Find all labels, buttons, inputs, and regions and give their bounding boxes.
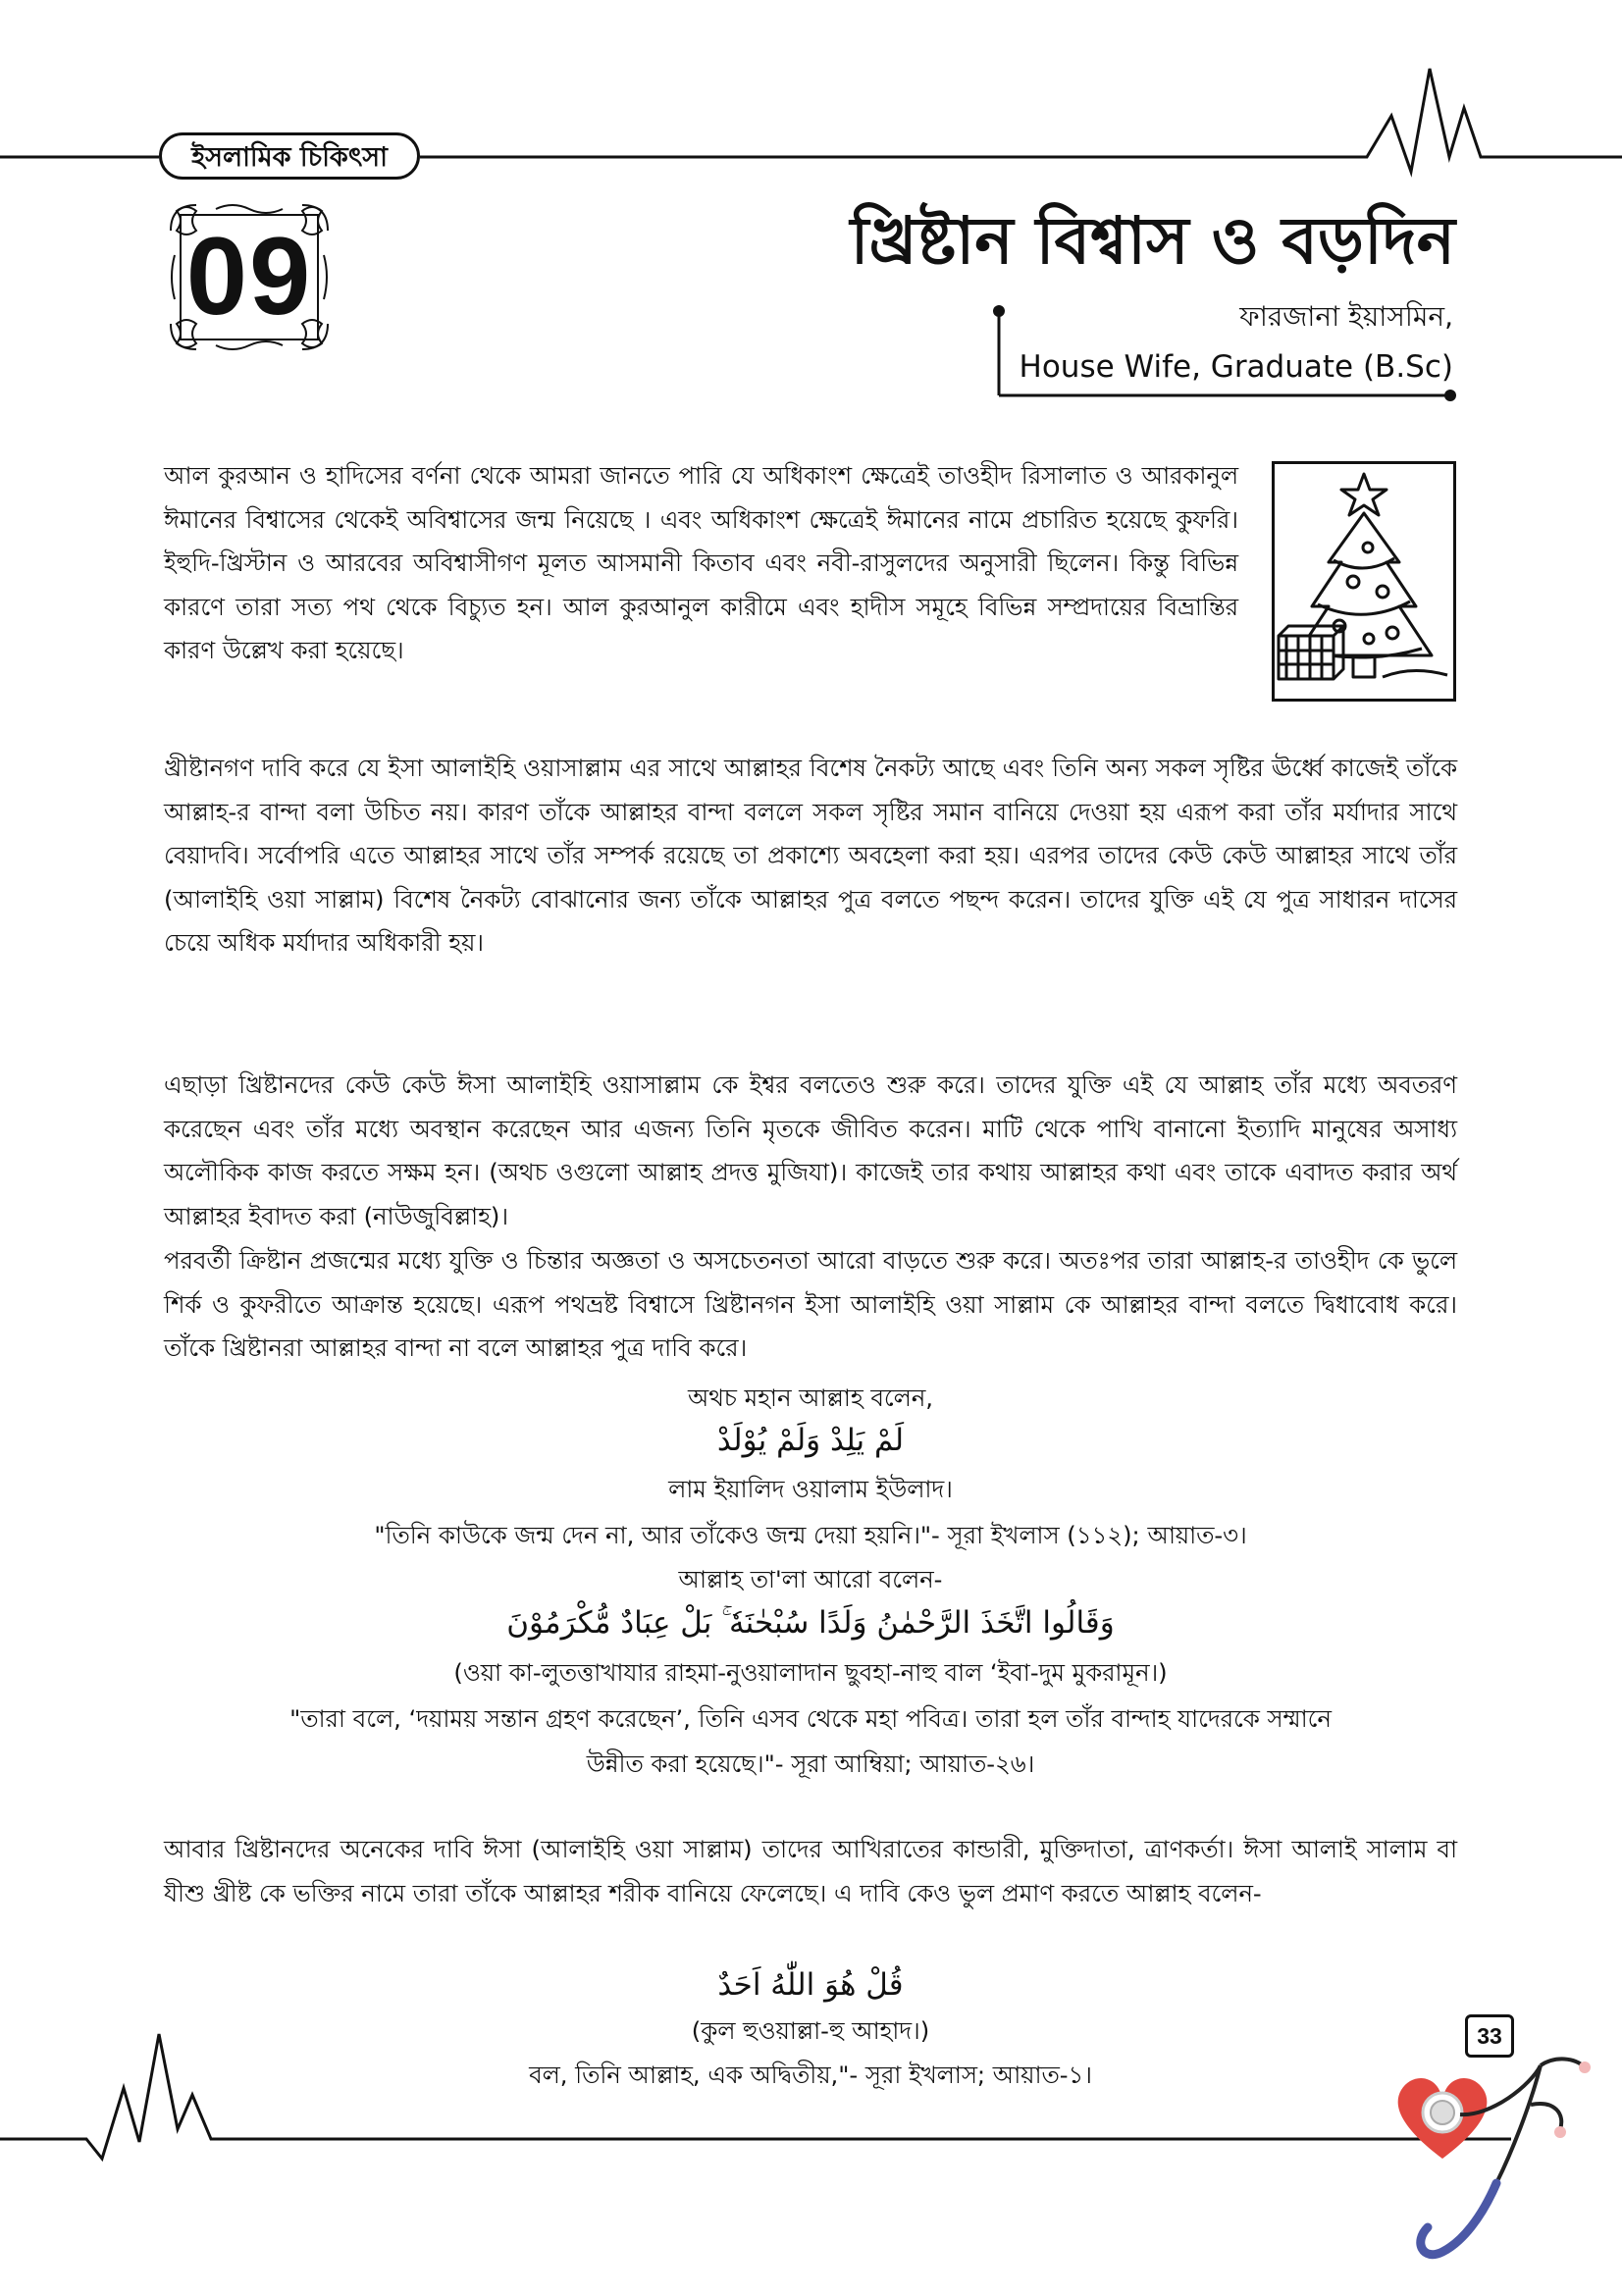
article-title: খ্রিষ্টান বিশ্বাস ও বড়দিন — [850, 203, 1455, 279]
arabic-verse-3: قُلْ هُوَ اللّٰهُ اَحَدٌ — [717, 1967, 904, 2003]
arabic-verse-2: وَقَالُوا اتَّخَذَ الرَّحْمٰنُ وَلَدًا سُبْحٰنَهٗ ۚ بَلْ عِبَادٌ مُّكْرَمُوْنَ — [506, 1605, 1115, 1641]
paragraph-1: আল কুরআন ও হাদিসের বর্ণনা থেকে আমরা জানতে পারি যে অধিকাংশ ক্ষেত্রেই তাওহীদ রিসালাত ও আরকানুল ঈমানের বিশ্বাসের থেকেই অবিশ্বাসের জন্ম নিয়েছে । এবং অধিকাংশ ক্ষেত্রেই ঈমানের নামে প্রচারিত হয়েছে কুফরি।ইহুদি-খ্রিস্টান ও আরবের অবিশ্বাসীগণ মূলত আসমানী কিতাব এবং নবী-রাসুলদের অনুসারী ছিলেন। কিন্তু বিভিন্ন কারণে তারা সত্য পথ থেকে বিচ্যুত হন। আল কুরআনুল কারীমে এবং হাদীস সমূহে বিভিন্ন সম্প্রদায়ের বিভ্রান্তির কারণ উল্লেখ করা হয়েছে। — [164, 461, 1238, 665]
translation-2-line-2: উন্নীত করা হয়েছে।"- সূরা আম্বিয়া; আয়াত-২৬। — [586, 1749, 1035, 1778]
paragraph-2: খ্রীষ্টানগণ দাবি করে যে ইসা আলাইহি ওয়াসাল্লাম এর সাথে আল্লাহর বিশেষ নৈকট্য আছে এবং তিনি অন্য সকল সৃষ্টির ঊর্ধ্বে কাজেই তাঁকে আল্লাহ-র বান্দা বলা উচিত নয়। কারণ তাঁকে আল্লাহর বান্দা বললে সকল সৃষ্টির সমান বানিয়ে দেওয়া হয় এরূপ করা তাঁর মর্যাদার সাথে বেয়াদবি। সর্বোপরি এতে আল্লাহর সাথে তাঁর সম্পর্ক রয়েছে তা প্রকাশ্যে অবহেলা করা হয়। এরপর তাদের কেউ কেউ আল্লাহর সাথে তাঁর (আলাইহি ওয়া সাল্লাম) বিশেষ নৈকট্য বোঝানোর জন্য তাঁকে আল্লাহর পুত্র বলতে পছন্দ করেন। তাদের যুক্তি এই যে পুত্র সাধারন দাসের চেয়ে অধিক মর্যাদার অধিকারী হয়। — [164, 754, 1457, 958]
quote-intro-2: আল্লাহ তা'লা আরো বলেন- — [678, 1565, 943, 1593]
heartbeat-line-top — [1261, 69, 1622, 172]
author-name: ফারজানা ইয়াসমিন, — [1239, 300, 1453, 333]
translation-1: "তিনি কাউকে জন্ম দেন না, আর তাঁকেও জন্ম দেয়া হয়নি।"- সূরা ইখলাস (১১২); আয়াত-৩। — [374, 1521, 1247, 1549]
christmas-tree-illustration — [1272, 461, 1456, 702]
translation-2-line-1: "তারা বলে, ‘দয়াময় সন্তান গ্রহণ করেছেন’, তিনি এসব থেকে মহা পবিত্র। তারা হল তাঁর বান্দাহ যাদেরকে সম্মানে — [289, 1704, 1332, 1733]
quote-intro-1: অথচ মহান আল্লাহ বলেন, — [688, 1383, 933, 1412]
paragraph-4: পরবর্তী ক্রিষ্টান প্রজন্মের মধ্যে যুক্তি ও চিন্তার অজ্ঞতা ও অসচেতনতা আরো বাড়তে শুরু করে। অতঃপর তারা আল্লাহ-র তাওহীদ কে ভুলে শির্ক ও কুফরীতে আক্রান্ত হয়েছে। এরূপ পথভ্রষ্ট বিশ্বাসে খ্রিষ্টানগন ইসা আলাইহি ওয়া সাল্লাম কে আল্লাহর বান্দা বলতে দ্বিধাবোধ করে। তাঁকে খ্রিষ্টানরা আল্লাহর বান্দা না বলে আল্লাহর পুত্র দাবি করে। — [164, 1246, 1457, 1363]
issue-number: 09 — [185, 215, 313, 338]
paragraph-3: এছাড়া খ্রিষ্টানদের কেউ কেউ ঈসা আলাইহি ওয়াসাল্লাম কে ইশ্বর বলতেও শুরু করে। তাদের যুক্তি এই যে আল্লাহ তাঁর মধ্যে অবতরণ করেছেন এবং তাঁর মধ্যে অবস্থান করেছেন আর এজন্য তিনি মৃতকে জীবিত করেন। মাটি থেকে পাখি বানানো ইত্যাদি মানুষের অসাধ্য অলৌকিক কাজ করতে সক্ষম হন। (অথচ ওগুলো আল্লাহ প্রদত্ত মুজিযা)। কাজেই তার কথায় আল্লাহর কথা এবং তাকে এবাদত করার অর্থ আল্লাহর ইবাদত করা (নাউজুবিল্লাহ)। — [164, 1070, 1457, 1230]
paragraph-5: আবার খ্রিষ্টানদের অনেকের দাবি ঈসা (আলাইহি ওয়া সাল্লাম) তাদের আখিরাতের কান্ডারী, মুক্তিদাতা, ত্রাণকর্তা। ঈসা আলাই সালাম বা যীশু খ্রীষ্ট কে ভক্তির নামে তারা তাঁকে আল্লাহর শরীক বানিয়ে ফেলেছে। এ দাবি কেও ভুল প্রমাণ করতে আল্লাহ বলেন- — [164, 1835, 1457, 1907]
stethoscope-heart-icon — [1384, 2046, 1622, 2296]
translation-3: বল, তিনি আল্লাহ, এক অদ্বিতীয়,"- সূরা ইখলাস; আয়াত-১। — [529, 2061, 1092, 2089]
author-role: House Wife, Graduate (B.Sc) — [1019, 349, 1453, 385]
section-label: ইসলামিক চিকিৎসা — [159, 132, 420, 180]
transliteration-3: (কুল হুওয়াল্লা-হু আহাদ।) — [691, 2016, 930, 2045]
author-bracket-dot-end — [1444, 390, 1456, 401]
arabic-verse-1: لَمْ يَلِدْ وَلَمْ يُوْلَدْ — [716, 1423, 905, 1458]
transliteration-2: (ওয়া কা-লুতত্তাখাযার রাহমা-নুওয়ালাদান ছুবহা-নাহু বাল ‘ইবা-দুম মুকরামূন।) — [453, 1658, 1168, 1687]
transliteration-1: লাম ইয়ালিদ ওয়ালাম ইউলাদ। — [668, 1475, 953, 1503]
christmas-tree-icon — [1275, 464, 1453, 699]
page-number: 33 — [1465, 2014, 1514, 2058]
